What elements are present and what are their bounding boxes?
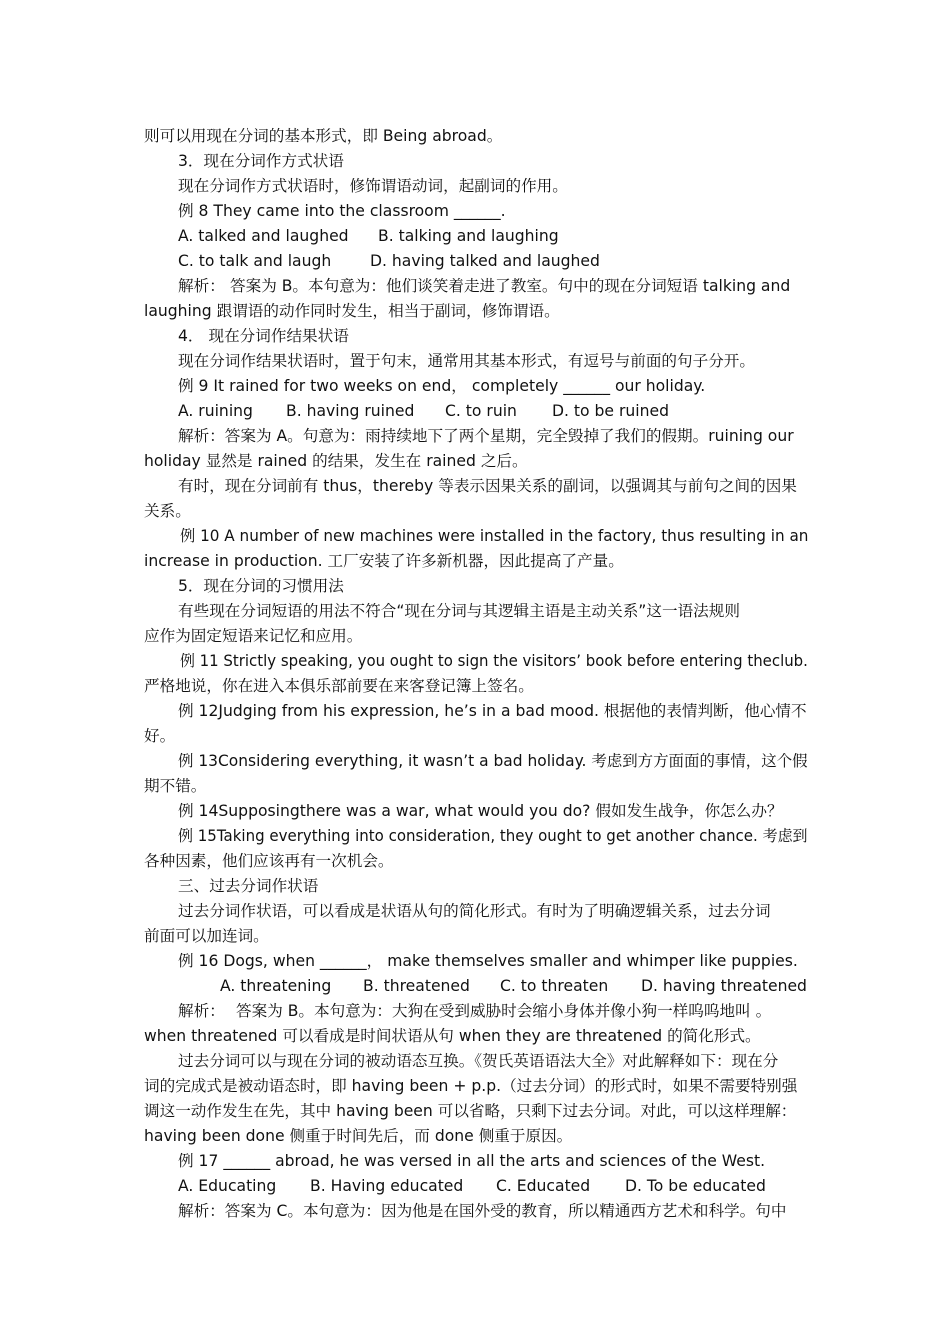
text-line: 过去分词作状语，可以看成是状语从句的简化形式。有时为了明确逻辑关系，过去分词 [178, 902, 771, 920]
example-question: 例 9 It rained for two weeks on end， completely ______ our holiday. [178, 377, 706, 395]
analysis-line [178, 274, 806, 299]
text-line: 好。 [144, 727, 176, 745]
example-question: 例 16 Dogs, when ______， make themselves smaller and whimper like puppies. [178, 952, 798, 970]
text-line: 严格地说，你在进入本俱乐部前要在来客登记簿上签名。 [144, 677, 534, 695]
option-d: D. having talked and laughed [370, 252, 600, 270]
answer-options [178, 1174, 778, 1199]
analysis-label: 解析： [178, 277, 225, 295]
text-line: holiday 显然是 rained 的结果，发生在 rained 之后。 [144, 452, 528, 470]
section-heading: 4． 现在分词作结果状语 [178, 327, 349, 345]
example-question: 例 17 ______ abroad, he was versed in all the arts and sciences of the West. [178, 1152, 766, 1170]
answer-options [178, 224, 778, 249]
section-heading: 三、过去分词作状语 [178, 877, 319, 895]
text-line: 则可以用现在分词的基本形式，即 Being abroad。 [144, 127, 503, 145]
option-d: D. to be ruined [552, 402, 669, 420]
answer-options [178, 249, 778, 274]
text-line: 有时，现在分词前有 thus，thereby 等表示因果关系的副词，以强调其与前句之间的因果 [178, 477, 797, 495]
option-c: C. to threaten [500, 977, 609, 995]
analysis-line [178, 999, 818, 1024]
text-line: 前面可以加连词。 [144, 927, 269, 945]
text-line: 调这一动作发生在先，其中 having been 可以省略，只剩下过去分词。对此，可以这样理解： [144, 1102, 797, 1120]
text-line: 关系。 [144, 502, 191, 520]
option-c: C. to ruin [445, 402, 517, 420]
option-c: C. Educated [496, 1177, 591, 1195]
option-b: B. Having educated [310, 1177, 464, 1195]
text-line: 期不错。 [144, 777, 207, 795]
option-a: A. Educating [178, 1177, 277, 1195]
option-b: B. having ruined [286, 402, 415, 420]
option-b: B. talking and laughing [378, 227, 559, 245]
analysis-line: 解析：答案为 A。句意为：雨持续地下了两个星期，完全毁掉了我们的假期。ruining our [178, 427, 794, 445]
text-line: 应作为固定短语来记忆和应用。 [144, 627, 363, 645]
option-a: A. talked and laughed [178, 227, 349, 245]
text-line: 现在分词作结果状语时，置于句末，通常用其基本形式，有逗号与前面的句子分开。 [178, 352, 755, 370]
text-line: 有些现在分词短语的用法不符合“现在分词与其逻辑主语是主动关系”这一语法规则 [178, 602, 740, 620]
example-sentence: 例 14Supposingthere was a war, what would you do? 假如发生战争，你怎么办？ [178, 802, 783, 820]
analysis-label: 解析： [178, 1002, 225, 1020]
analysis-text: 答案为 B。本句意为：大狗在受到威胁时会缩小身体并像小狗一样呜呜地叫 。 [236, 1002, 772, 1020]
text-line: 词的完成式是被动语态时，即 having been + p.p.（过去分词）的形式时，如果不需要特别强 [144, 1077, 798, 1095]
option-c: C. to talk and laugh [178, 252, 332, 270]
text-line: having been done 侧重于时间先后，而 done 侧重于原因。 [144, 1127, 573, 1145]
example-question: 例 8 They came into the classroom ______. [178, 202, 506, 220]
answer-options [220, 974, 820, 999]
analysis-text: 答案为 B。本句意为：他们谈笑着走进了教室。句中的现在分词短语 talking and [230, 277, 791, 295]
section-heading: 3．现在分词作方式状语 [178, 152, 344, 170]
text-line: 各种因素，他们应该再有一次机会。 [144, 852, 394, 870]
example-sentence: 例 10 A number of new machines were installed in the factory, thus resulting in an [180, 527, 809, 545]
text-line: laughing 跟谓语的动作同时发生，相当于副词，修饰谓语。 [144, 302, 560, 320]
option-a: A. ruining [178, 402, 253, 420]
example-sentence: 例 15Taking everything into consideration, they ought to get another chance. 考虑到 [178, 827, 808, 845]
answer-options [178, 399, 778, 424]
option-a: A. threatening [220, 977, 332, 995]
text-line: 现在分词作方式状语时，修饰谓语动词，起副词的作用。 [178, 177, 568, 195]
option-b: B. threatened [363, 977, 470, 995]
example-sentence: 例 11 Strictly speaking, you ought to sign the visitors’ book before entering theclub. [180, 652, 808, 670]
option-d: D. To be educated [625, 1177, 766, 1195]
analysis-line: 解析：答案为 C。本句意为：因为他是在国外受的教育，所以精通西方艺术和科学。句中 [178, 1202, 787, 1220]
section-heading: 5．现在分词的习惯用法 [178, 577, 344, 595]
text-line: increase in production. 工厂安装了许多新机器，因此提高了产量。 [144, 552, 624, 570]
example-sentence: 例 12Judging from his expression, he’s in a bad mood. 根据他的表情判断，他心情不 [178, 702, 807, 720]
text-line: 过去分词可以与现在分词的被动语态互换。《贺氏英语语法大全》对此解释如下：现在分 [178, 1052, 779, 1070]
option-d: D. having threatened [641, 977, 807, 995]
example-sentence: 例 13Considering everything, it wasn’t a bad holiday. 考虑到方方面面的事情，这个假 [178, 752, 808, 770]
text-line: when threatened 可以看成是时间状语从句 when they are threatened 的简化形式。 [144, 1027, 761, 1045]
